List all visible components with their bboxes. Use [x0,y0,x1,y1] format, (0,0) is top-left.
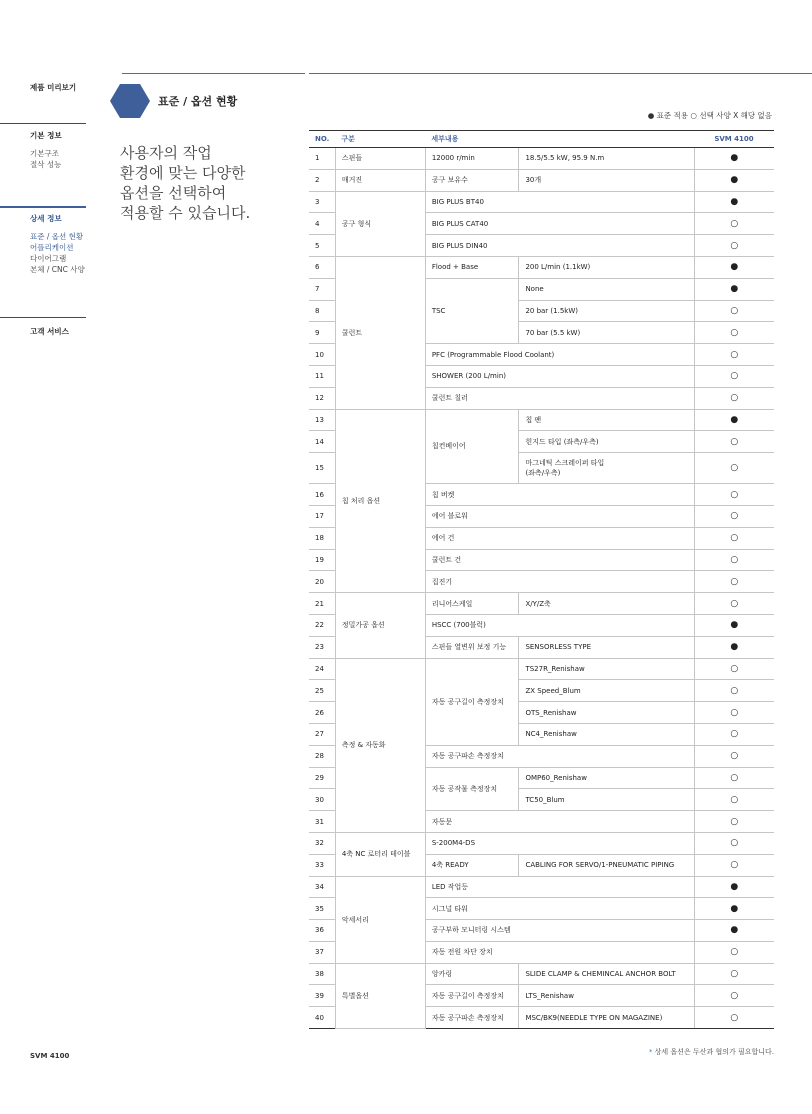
cell-no: 26 [309,702,335,724]
table-row [309,148,774,170]
table-row [309,658,774,680]
cell-detail: 집진기 [425,571,694,593]
cell-detail: BIG PLUS DIN40 [425,235,694,257]
cell-availability: ○ [694,387,774,409]
cell-availability: ● [694,898,774,920]
cell-no: 36 [309,920,335,942]
cell-detail: 칩 버켓 [425,484,694,506]
footnote-text: 상세 옵션은 두산과 협의가 필요합니다. [654,1048,774,1056]
table-row [309,256,774,278]
model-footer: SVM 4100 [30,1052,70,1060]
cell-availability: ○ [694,702,774,724]
cell-availability: ○ [694,571,774,593]
cell-detail: 스핀들 열변위 보정 기능 [425,636,519,658]
cell-availability: ● [694,256,774,278]
cell-no: 33 [309,854,335,876]
top-rule-right [309,73,812,74]
sidebar-item-preview[interactable]: 제품 미리보기 [30,83,77,92]
section-headline: 사용자의 작업 환경에 맞는 다양한 옵션을 선택하여 적용할 수 있습니다. [120,144,251,222]
cell-spec: SENSORLESS TYPE [519,636,694,658]
footnote [649,1047,774,1057]
table-row [309,963,774,985]
section-title: 표준 / 옵션 현황 [158,95,238,108]
cell-no: 15 [309,453,335,484]
cell-no: 27 [309,723,335,745]
cell-availability: ● [694,148,774,170]
sidebar-divider [0,123,86,124]
sidebar-head-basic[interactable]: 기본 정보 [30,131,62,140]
cell-availability: ○ [694,593,774,615]
header-detail: 세부내용 [425,131,694,148]
cell-detail: 자동 공작물 측정장치 [425,767,519,811]
cell-spec: NC4_Renishaw [519,723,694,745]
top-rule-left [122,73,305,74]
cell-detail: 앙카링 [425,963,519,985]
legend: ● 표준 적용 ○ 선택 사양 X 해당 없음 [647,111,772,120]
cell-detail: 시그널 타워 [425,898,694,920]
cell-category: 4축 NC 로터리 테이블 [335,832,425,876]
cell-availability: ○ [694,789,774,811]
cell-detail: 쿨런트 건 [425,549,694,571]
cell-no: 6 [309,256,335,278]
cell-detail: PFC (Programmable Flood Coolant) [425,344,694,366]
cell-category: 악세서리 [335,876,425,963]
cell-spec: 마그네틱 스크레이퍼 타입 (좌측/우측) [519,453,694,484]
cell-no: 32 [309,832,335,854]
sidebar-item-service[interactable]: 고객 서비스 [30,327,69,336]
cell-availability: ○ [694,658,774,680]
cell-no: 40 [309,1007,335,1029]
table-row [309,409,774,431]
cell-availability: ○ [694,431,774,453]
cell-detail: 자동 공구길이 측정장치 [425,658,519,745]
sidebar-detail-group [30,213,116,275]
cell-detail: 12000 r/min [425,148,519,170]
cell-no: 29 [309,767,335,789]
cell-availability: ○ [694,680,774,702]
sidebar-item-structure[interactable]: 기본구조 [30,149,59,158]
cell-no: 19 [309,549,335,571]
cell-availability: ○ [694,213,774,235]
cell-detail: Flood + Base [425,256,519,278]
cell-category: 스핀들 [335,148,425,170]
cell-spec: 70 bar (5.5 kW) [519,322,694,344]
cell-no: 2 [309,169,335,191]
cell-availability: ● [694,191,774,213]
cell-spec: SLIDE CLAMP & CHEMINCAL ANCHOR BOLT [519,963,694,985]
cell-spec: 18.5/5.5 kW, 95.9 N.m [519,148,694,170]
hexagon-icon [110,84,150,118]
cell-detail: HSCC (700블럭) [425,614,694,636]
table-row [309,832,774,854]
cell-no: 28 [309,745,335,767]
cell-availability: ● [694,409,774,431]
cell-detail: BIG PLUS BT40 [425,191,694,213]
cell-availability: ○ [694,854,774,876]
cell-availability: ○ [694,505,774,527]
cell-detail: 공구 보유수 [425,169,519,191]
header-model: SVM 4100 [694,131,774,148]
header-category: 구분 [335,131,425,148]
cell-category: 특별옵션 [335,963,425,1028]
cell-availability: ○ [694,453,774,484]
cell-spec: None [519,278,694,300]
cell-no: 24 [309,658,335,680]
sidebar-item-diagram[interactable]: 다이어그램 [30,254,67,263]
cell-no: 10 [309,344,335,366]
cell-availability: ○ [694,963,774,985]
cell-no: 21 [309,593,335,615]
cell-detail: 자동문 [425,811,694,833]
cell-availability: ○ [694,235,774,257]
cell-no: 20 [309,571,335,593]
cell-spec: OTS_Renishaw [519,702,694,724]
cell-availability: ○ [694,1007,774,1029]
cell-no: 18 [309,527,335,549]
sidebar-service-group [30,326,116,337]
cell-availability: ● [694,614,774,636]
cell-no: 11 [309,365,335,387]
sidebar-item-cutting[interactable]: 절삭 성능 [30,160,62,169]
cell-no: 22 [309,614,335,636]
cell-no: 35 [309,898,335,920]
cell-no: 38 [309,963,335,985]
cell-spec: 200 L/min (1.1kW) [519,256,694,278]
cell-availability: ○ [694,300,774,322]
sidebar-item-application[interactable]: 어플리케이션 [30,243,74,252]
cell-no: 34 [309,876,335,898]
cell-availability: ● [694,876,774,898]
cell-no: 31 [309,811,335,833]
cell-spec: 힌지드 타입 (좌측/우측) [519,431,694,453]
cell-detail: BIG PLUS CAT40 [425,213,694,235]
cell-availability: ● [694,920,774,942]
cell-no: 39 [309,985,335,1007]
cell-spec: CABLING FOR SERVO/1-PNEUMATIC PIPING [519,854,694,876]
cell-spec: LTS_Renishaw [519,985,694,1007]
header-no: NO. [309,131,335,148]
cell-detail: 공구부하 모니터링 시스템 [425,920,694,942]
cell-spec: TS27R_Renishaw [519,658,694,680]
table-row [309,191,774,213]
cell-no: 23 [309,636,335,658]
cell-detail: 리니어스케일 [425,593,519,615]
cell-availability: ○ [694,344,774,366]
cell-spec: OMP60_Renishaw [519,767,694,789]
table-row [309,169,774,191]
cell-detail: 자동 공구길이 측정장치 [425,985,519,1007]
cell-spec: TC50_Blum [519,789,694,811]
cell-no: 16 [309,484,335,506]
cell-detail: 자동 전원 차단 장치 [425,941,694,963]
sidebar-item-spec[interactable]: 본체 / CNC 사양 [30,265,85,274]
cell-category: 정밀가공 옵션 [335,593,425,658]
cell-detail: SHOWER (200 L/min) [425,365,694,387]
cell-category: 공구 형식 [335,191,425,256]
cell-availability: ○ [694,365,774,387]
cell-availability: ○ [694,745,774,767]
cell-availability: ○ [694,941,774,963]
cell-no: 7 [309,278,335,300]
cell-availability: ○ [694,322,774,344]
cell-availability: ○ [694,484,774,506]
cell-no: 5 [309,235,335,257]
cell-availability: ○ [694,811,774,833]
sidebar-preview-group [30,82,116,93]
cell-category: 칩 처리 옵션 [335,409,425,593]
cell-no: 9 [309,322,335,344]
cell-spec: ZX Speed_Blum [519,680,694,702]
cell-availability: ● [694,636,774,658]
sidebar-basic-group [30,130,116,170]
table-row [309,876,774,898]
sidebar-divider-active [0,206,86,208]
cell-availability: ○ [694,723,774,745]
cell-no: 8 [309,300,335,322]
cell-no: 4 [309,213,335,235]
cell-availability: ○ [694,527,774,549]
cell-detail: LED 작업등 [425,876,694,898]
cell-availability: ○ [694,985,774,1007]
cell-detail: 자동 공구파손 측정장치 [425,745,694,767]
cell-availability: ● [694,278,774,300]
sidebar-item-options[interactable]: 표준 / 옵션 현황 [30,232,84,241]
cell-category: 측정 & 자동화 [335,658,425,832]
sidebar-head-detail[interactable]: 상세 정보 [30,214,62,223]
cell-no: 37 [309,941,335,963]
cell-no: 13 [309,409,335,431]
footnote-mark: * [648,1048,653,1056]
options-table [309,130,774,1029]
cell-spec: 30개 [519,169,694,191]
cell-category: 매거진 [335,169,425,191]
sidebar-divider [0,317,86,318]
cell-detail: 쿨런트 칠러 [425,387,694,409]
cell-detail: 칩컨베이어 [425,409,519,484]
cell-no: 30 [309,789,335,811]
table-row [309,593,774,615]
table-header-row [309,131,774,148]
cell-availability: ○ [694,832,774,854]
cell-detail: 에어 건 [425,527,694,549]
cell-no: 25 [309,680,335,702]
cell-spec: MSC/BK9(NEEDLE TYPE ON MAGAZINE) [519,1007,694,1029]
cell-spec: X/Y/Z축 [519,593,694,615]
cell-no: 1 [309,148,335,170]
cell-availability: ● [694,169,774,191]
cell-spec: 20 bar (1.5kW) [519,300,694,322]
cell-no: 12 [309,387,335,409]
cell-detail: TSC [425,278,519,343]
cell-availability: ○ [694,767,774,789]
cell-no: 3 [309,191,335,213]
cell-category: 쿨런트 [335,256,425,409]
cell-detail: 4축 READY [425,854,519,876]
cell-spec: 칩 팬 [519,409,694,431]
cell-detail: S-200M4-DS [425,832,694,854]
cell-detail: 자동 공구파손 측정장치 [425,1007,519,1029]
cell-no: 14 [309,431,335,453]
cell-detail: 에어 블로워 [425,505,694,527]
cell-no: 17 [309,505,335,527]
cell-availability: ○ [694,549,774,571]
